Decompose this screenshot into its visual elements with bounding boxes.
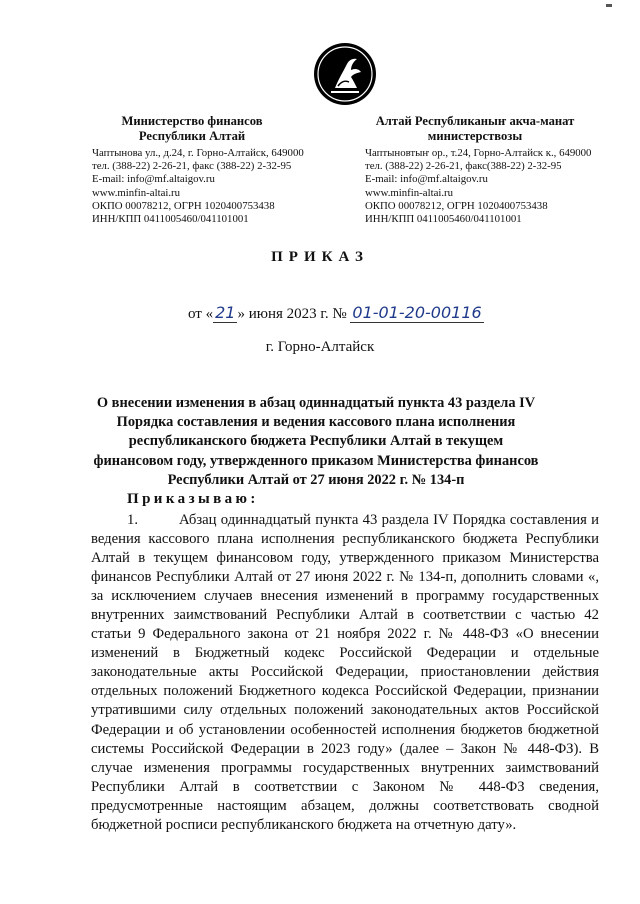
okpo-ru: ОКПО 00078212, ОГРН 1020400753438 [92, 199, 275, 212]
address-ru: Чаптынова ул., д.24, г. Горно-Алтайск, 649000 [92, 147, 304, 159]
phone-alt: тел. (388-22) 2-26-21, факс(388-22) 2-32-95 [365, 160, 562, 173]
handwritten-order-number: 01-01-20-00116 [352, 303, 482, 322]
header-right [365, 114, 625, 226]
date-middle: » июня 2023 г. № [237, 306, 347, 322]
inn-ru: ИНН/КПП 0411005460/041101001 [92, 213, 249, 226]
website-ru: www.minfin-altai.ru [92, 186, 181, 199]
republic-altai-emblem-icon [313, 42, 377, 106]
item-text: Абзац одиннадцатый пункта 43 раздела IV Порядка составления и ведения кассового плана исполнения республиканского бюджета Республики Алтай в текущем финансовом году, утвержденного приказом Министерства финансов Республики Алтай от 27 июня 2022 г. № 134-п, дополнить словами «, за исключением случаев внесения изменений в программу государственных внутренних заимствований Республики Алтай в соответствии с частью 42 статьи 9 Федерального закона от 21 ноября 2022 г. № 448-ФЗ «О внесении изменений в Бюджетный кодекс Российской Федерации и отдельные законодательные акты Российской Федерации, приостановлении действия отдельных положений Бюджетного кодекса Российской Федерации, признании утратившими силу отдельных положений законодательных актов Российской Федерации и об установлении особенностей исполнения бюджетов бюджетной системы Российской Федерации в 2023 году» (далее – Закон № 448-ФЗ). В случае изменения программы государственных внутренних заимствований Республики Алтай в соответствии с Законом № 448-ФЗ сведения, предусмотренные настоящим абзацем, должны соответствовать сводной бюджетной росписи республиканского бюджета на отчетную дату». [91, 512, 599, 833]
ministry-name-ru: Министерство финансов Республики Алтай [121, 114, 263, 143]
order-item-1 [91, 511, 599, 835]
scan-mark [606, 4, 612, 7]
address-alt: Чаптыновтыҥ ор., т.24, Горно-Алтайск к., 649000 [365, 147, 592, 159]
email-ru: E-mail: info@mf.altaigov.ru [92, 173, 215, 186]
handwritten-day: 21 [215, 303, 236, 322]
header-left [92, 114, 347, 226]
order-subject: О внесении изменения в абзац одиннадцатый пункта 43 раздела IV Порядка составления и ведения кассового плана исполнения республиканского бюджета Республики Алтай в текущем финансовом году, утвержденного приказом Министерства финансов Республики Алтай от 27 июня 2022 г. № 134-п [93, 395, 539, 488]
city: г. Горно-Алтайск [265, 339, 375, 355]
document-title: ПРИКАЗ [271, 249, 369, 265]
date-prefix: от « [188, 306, 214, 322]
ministry-name-alt: Алтай Республиканыҥ акча-манат министерствозы [375, 114, 575, 143]
inn-alt: ИНН/КПП 0411005460/041101001 [365, 213, 522, 226]
email-alt: E-mail: info@mf.altaigov.ru [365, 173, 488, 186]
website-alt: www.minfin-altai.ru [365, 186, 454, 199]
date-line [188, 303, 484, 323]
phone-ru: тел. (388-22) 2-26-21, факс (388-22) 2-32-95 [92, 160, 292, 173]
command-word: Приказываю: [127, 491, 259, 507]
okpo-alt: ОКПО 00078212, ОГРН 1020400753438 [365, 199, 548, 212]
item-number: 1. [127, 512, 139, 528]
